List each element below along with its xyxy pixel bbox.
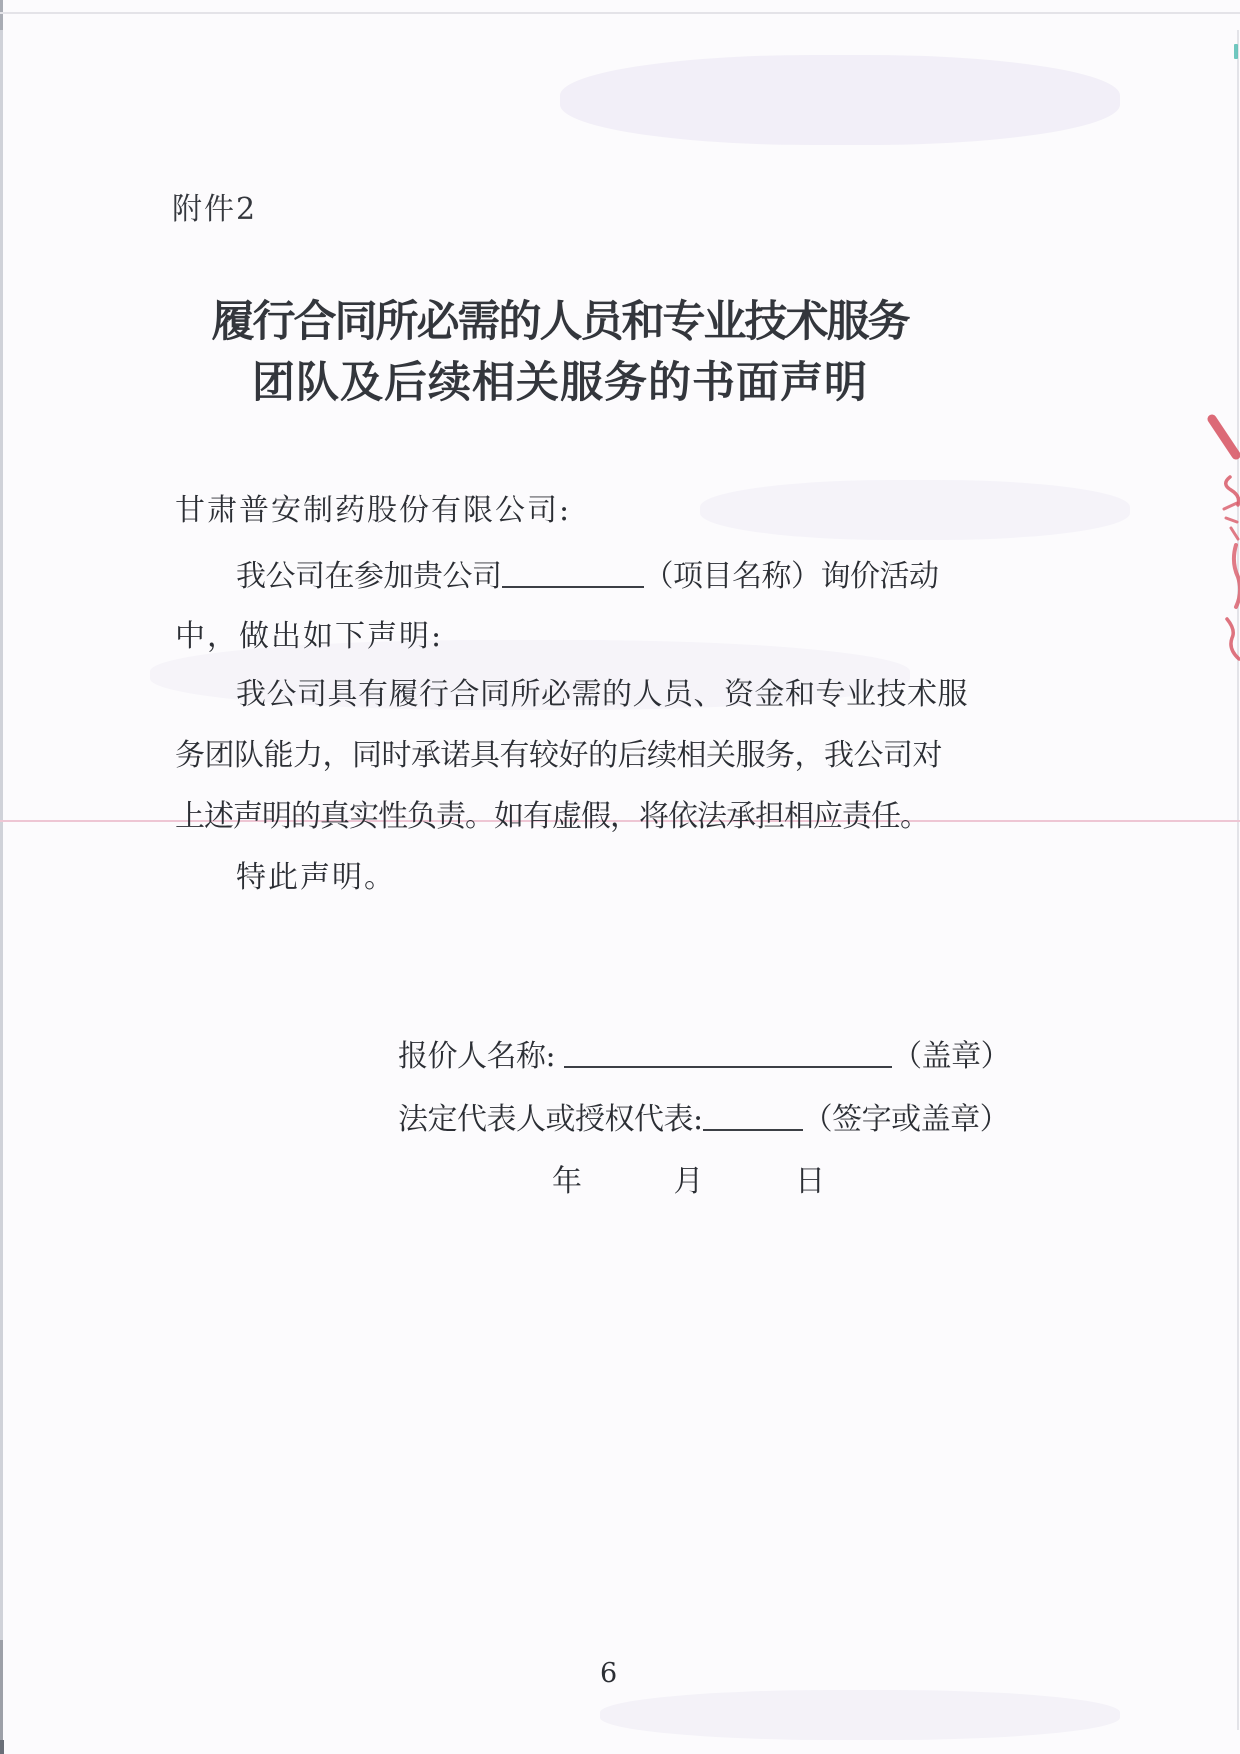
paragraph2-line2: 务团队能力，同时承诺具有较好的后续相关服务，我公司对	[175, 738, 942, 773]
scan-edge-left	[0, 0, 3, 1754]
paragraph1-text-before-blank: 我公司在参加贵公司	[236, 559, 502, 594]
paragraph2-line1: 我公司具有履行合同所必需的人员、资金和专业技术服	[236, 677, 968, 712]
paragraph1-line1	[236, 551, 939, 595]
scan-corner-mark	[0, 1740, 4, 1754]
bidder-name-label: 报价人名称:	[398, 1039, 565, 1074]
legal-representative-label: 法定代表人或授权代表:	[398, 1102, 703, 1137]
red-stamp-fragment-icon	[1222, 614, 1240, 662]
bidder-name-line	[398, 1031, 1010, 1075]
closing-statement: 特此声明。	[236, 860, 396, 895]
scan-top-line	[0, 12, 1240, 14]
page-number: 6	[600, 1658, 618, 1689]
paragraph2-line3: 上述声明的真实性负责。如有虚假，将依法承担相应责任。	[175, 799, 929, 834]
bidder-name-blank	[564, 1040, 892, 1068]
document-title-line1: 履行合同所必需的人员和专业技术服务	[211, 297, 909, 347]
document-title-line2: 团队及后续相关服务的书面声明	[252, 358, 868, 408]
signature-or-seal-note: （签字或盖章）	[802, 1102, 1010, 1137]
seal-note: （盖章）	[892, 1039, 1011, 1074]
teal-mark	[1234, 44, 1238, 59]
date-day-label: 日	[795, 1164, 826, 1199]
project-name-blank	[502, 560, 644, 588]
date-year-label: 年	[552, 1164, 582, 1199]
scan-mottle	[560, 55, 1120, 145]
scan-mottle	[700, 480, 1130, 540]
date-line	[552, 1156, 825, 1200]
paragraph1-text-after-blank: （项目名称）询价活动	[643, 559, 939, 594]
red-stamp-fragment-icon	[1204, 405, 1240, 617]
salutation: 甘肃普安制药股份有限公司:	[175, 493, 572, 528]
scan-edge-right	[1237, 30, 1239, 1730]
date-month-label: 月	[673, 1164, 704, 1199]
paragraph1-line2: 中，做出如下声明:	[175, 619, 444, 654]
legal-representative-line	[398, 1094, 1009, 1138]
attachment-label: 附件2	[172, 192, 258, 227]
scan-mottle	[600, 1690, 1120, 1740]
legal-representative-blank	[703, 1103, 803, 1131]
